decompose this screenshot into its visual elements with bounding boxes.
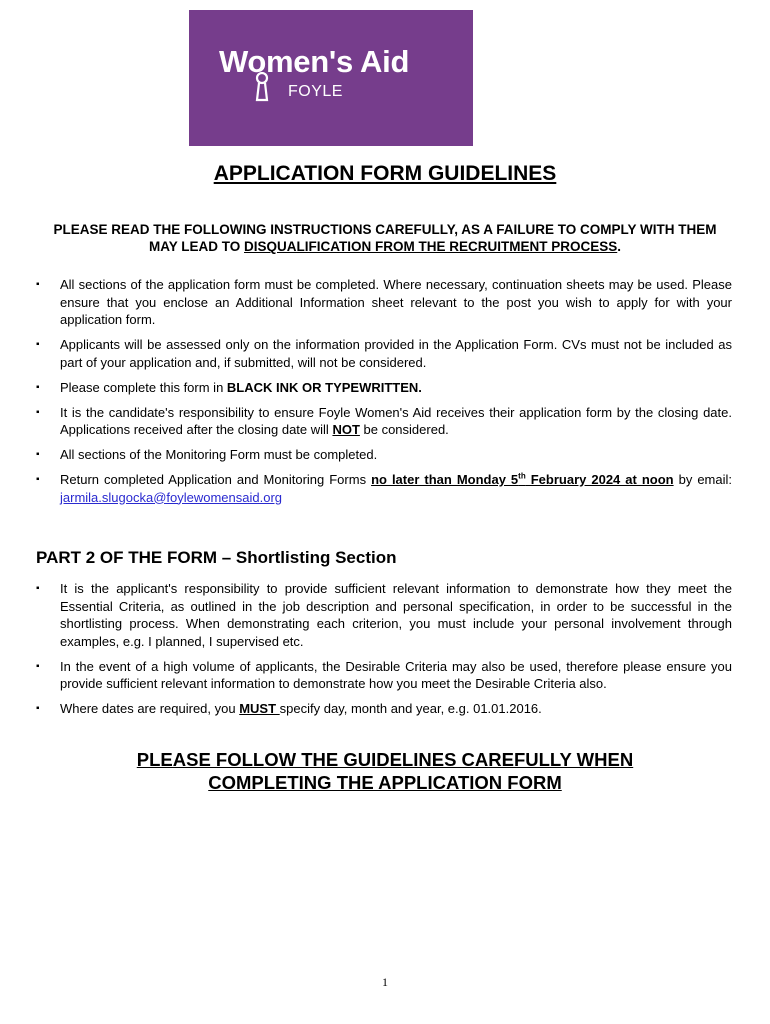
footer-line-2: COMPLETING THE APPLICATION FORM xyxy=(208,772,562,793)
ordinal-suffix: th xyxy=(518,471,526,481)
shortlisting-text: specify day, month and year, e.g. 01.01.2016. xyxy=(279,701,542,716)
instruction-text: by email: xyxy=(673,472,732,487)
warning-end: . xyxy=(617,239,622,254)
instruction-bold: BLACK INK OR TYPEWRITTEN. xyxy=(226,379,422,395)
instruction-text: Please complete this form in xyxy=(60,379,227,395)
warning-text: PLEASE READ THE FOLLOWING INSTRUCTIONS CAREFULLY, AS A FAILURE TO COMPLY WITH THEM MAY LEAD TO xyxy=(53,222,717,254)
bullet-icon: ▪ xyxy=(36,474,40,485)
womens-aid-logo xyxy=(189,10,473,146)
list-item xyxy=(0,700,770,718)
list-item xyxy=(0,379,770,397)
list-item xyxy=(0,276,770,329)
instruction-text: be considered. xyxy=(359,422,449,437)
shortlisting-text: Where dates are required, you xyxy=(60,701,240,716)
instruction-text: It is the candidate's responsibility to ensure Foyle Women's Aid receives their application form by the closing date. Applications received after the closing date will xyxy=(60,404,732,437)
shortlisting-bold: MUST xyxy=(239,701,280,716)
bullet-icon: ▪ xyxy=(36,279,40,290)
list-item xyxy=(0,658,770,693)
instructions-list xyxy=(0,276,770,514)
keyhole-icon xyxy=(255,72,269,102)
instruction-text: Applicants will be assessed only on the information provided in the Application Form. CVs must not be included as part of your application and, if submitted, will not be considered. xyxy=(60,337,732,370)
page-title: APPLICATION FORM GUIDELINES xyxy=(213,162,557,185)
list-item xyxy=(0,471,770,506)
section-heading: PART 2 OF THE FORM – Shortlisting Section xyxy=(36,548,397,567)
warning-underlined: DISQUALIFICATION FROM THE RECRUITMENT PROCESS xyxy=(244,239,618,254)
bullet-icon: ▪ xyxy=(36,703,40,714)
list-item xyxy=(0,580,770,650)
bullet-icon: ▪ xyxy=(36,339,40,350)
bullet-icon: ▪ xyxy=(36,660,40,672)
warning-notice xyxy=(40,221,730,255)
list-item xyxy=(0,404,770,439)
deadline-part: no later than Monday 5 xyxy=(371,472,519,487)
logo-location: FOYLE xyxy=(288,83,343,100)
deadline-text xyxy=(371,472,674,487)
list-item xyxy=(0,336,770,371)
shortlisting-text: It is the applicant's responsibility to provide sufficient relevant information to demonstrate how they meet the Essential Criteria, as outlined in the job description and personal specification, in order to be successful in the shortlisting process. When demonstrating each criterion, you must include your personal involvement through examples, e.g. I planned, I supervised etc. xyxy=(60,581,732,649)
instruction-bold: NOT xyxy=(332,422,360,437)
bullet-icon: ▪ xyxy=(36,381,40,393)
page-number: 1 xyxy=(382,975,388,989)
deadline-part: February 2024 at noon xyxy=(525,472,674,487)
logo-name: Women's Aid xyxy=(219,44,410,79)
bullet-icon: ▪ xyxy=(36,449,40,460)
shortlisting-list xyxy=(0,580,770,725)
footer-line-1: PLEASE FOLLOW THE GUIDELINES CAREFULLY WHEN xyxy=(136,749,634,770)
instruction-text: Return completed Application and Monitoring Forms xyxy=(60,472,372,487)
footer-notice xyxy=(0,748,770,794)
bullet-icon: ▪ xyxy=(36,406,40,418)
email-link[interactable]: jarmila.slugocka@foylewomensaid.org xyxy=(60,489,283,505)
bullet-icon: ▪ xyxy=(36,583,40,594)
shortlisting-text: In the event of a high volume of applicants, the Desirable Criteria may also be used, therefore please ensure you provide sufficient relevant information to demonstrate how you meet the Desirable Criteria also. xyxy=(60,658,732,691)
list-item xyxy=(0,446,770,464)
instruction-text: All sections of the Monitoring Form must be completed. xyxy=(60,447,378,462)
instruction-text: All sections of the application form must be completed. Where necessary, continuation sheets may be used. Please ensure that you enclose an Additional Information sheet relevant to the post you wish to apply for with your application form. xyxy=(60,277,732,327)
